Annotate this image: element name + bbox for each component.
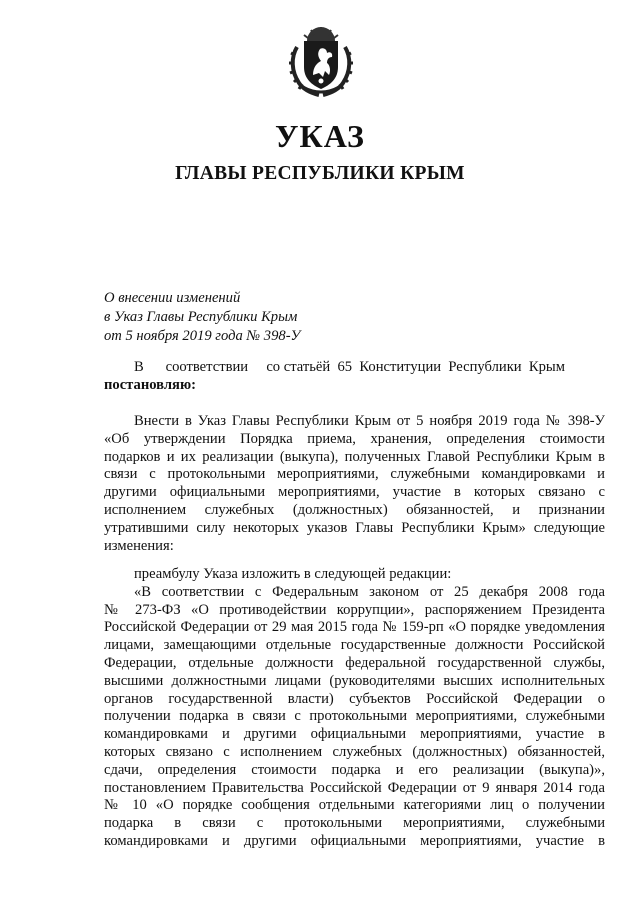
paragraph-line: получении подарка в связи с протокольными мероприятиями, служебными [104,708,605,725]
paragraph-line: органов государственной власти) субъектов Российской Федерации о [104,690,605,707]
crimea-coat-of-arms-emblem [287,27,355,97]
paragraph-line: исполнением служебных (должностных) обязанностей, и признании [104,501,605,518]
issuer-title: ГЛАВЫ РЕСПУБЛИКИ КРЫМ [175,163,465,184]
subject-line: О внесении изменений [104,290,241,306]
preamble-text: В соответствии со статьёй 65 Конституции Республики Крым [134,359,565,375]
main-paragraph [104,413,605,555]
paragraph-line: которых связано с исполнением служебных (должностных) обязанностей, [104,743,605,760]
paragraph-line: другими официальными мероприятиями, участие в которых связано с [104,484,605,501]
paragraph-line: постановлением Правительства Российской Федерации от 9 января 2014 года [104,779,605,796]
paragraph-line: командировками и другими официальными мероприятиями, участие в [104,726,605,743]
paragraph-line: № 10 «О порядке сообщения отдельными категориями лиц о получении [104,797,605,814]
paragraph-line: лицами, замещающими отдельные государственные должности Российской [104,637,605,654]
paragraph-line: утратившими силу некоторых указов Главы Республики Крым» следующие [104,519,605,536]
paragraph-line: № 273-ФЗ «О противодействии коррупции», распоряжением Президента [104,601,605,618]
amendment-paragraph [104,566,605,851]
document-type-title: УКАЗ [275,118,365,154]
paragraph-line: связи с протокольными мероприятиями, служебными командировками и [104,466,605,483]
resolution-keyword: постановляю: [104,376,196,393]
decree-subject [104,289,300,346]
paragraph-line: командировками и другими официальными мероприятиями, участие в [104,832,605,849]
paragraph-line: Внести в Указ Главы Республики Крым от 5 ноября 2019 года № 398-У [134,413,605,429]
paragraph-line: подарка в связи с протокольными мероприятиями, служебными [104,815,605,832]
preamble-paragraph [104,359,605,395]
subject-line: в Указ Главы Республики Крым [104,309,298,325]
paragraph-line: высшими должностными лицами (руководителями высших исполнительных [104,672,605,689]
paragraph-line: преамбулу Указа изложить в следующей редакции: [134,566,452,582]
paragraph-line: «В соответствии с Федеральным законом от 25 декабря 2008 года [134,583,605,600]
paragraph-line: сдачи, определения стоимости подарка и его реализации (выкупа)», [104,761,605,778]
paragraph-line: Федерации, отдельные должности федеральной государственной службы, [104,654,605,671]
paragraph-line: изменения: [104,537,174,554]
paragraph-line: «Об утверждении Порядка приема, хранения, определения стоимости [104,430,605,447]
paragraph-line: Российской Федерации от 29 мая 2015 года № 159-рп «О порядке уведомления [104,619,605,636]
paragraph-line: подарков и их реализации (выкупа), полученных Главой Республики Крым в [104,448,605,465]
subject-line: от 5 ноября 2019 года № 398-У [104,328,301,344]
